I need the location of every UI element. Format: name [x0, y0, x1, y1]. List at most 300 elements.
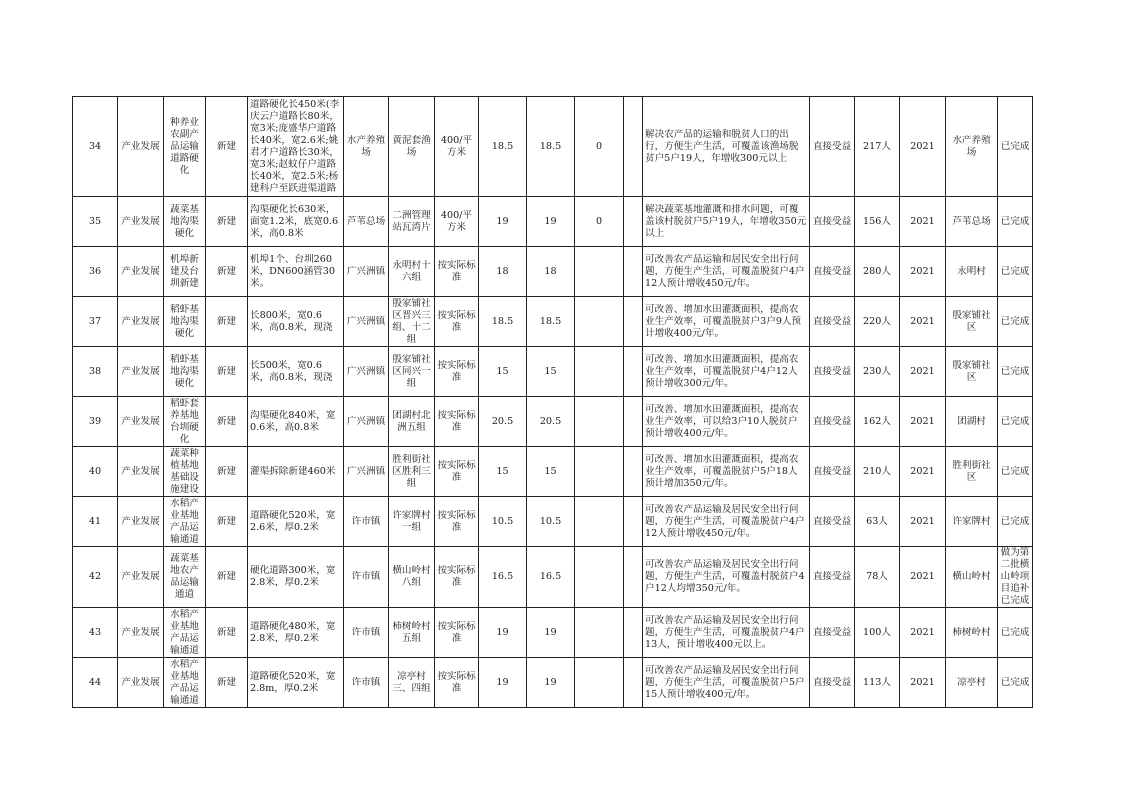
other-cell: [575, 397, 624, 447]
status-cell: [998, 97, 1033, 197]
category-cell-text: 产业发展: [121, 626, 160, 638]
total-cell: [479, 547, 527, 608]
benefit-cell-text: 可改善农产品运输及居民安全出行问题，方便生产生活，可覆盖脱贫户5户15人预计增收400元/年。: [645, 664, 805, 700]
year-cell: [900, 97, 946, 197]
status-cell: [998, 197, 1033, 247]
other-cell: [575, 547, 624, 608]
fund-cell-text: 19: [544, 215, 557, 227]
benefit-cell-text: 解决农产品的运输和脱贫人口的出行，方便生产生活，可覆盖该渔场脱贫户5户19人，年增收300元以上: [645, 128, 799, 164]
table-row: [73, 547, 1033, 608]
no-cell: [73, 197, 118, 247]
content-cell: [248, 447, 344, 497]
year-cell: [900, 608, 946, 658]
benefit-type-cell: [810, 497, 855, 547]
status-cell-text: 做为第二批横山岭项目追补已完成: [1000, 547, 1030, 606]
unit-cell-text: 凉亭村: [957, 676, 986, 688]
no-cell-text: 38: [88, 365, 102, 377]
village-cell-text: 团湖村北洲五组: [392, 409, 431, 433]
status-cell: [998, 347, 1033, 397]
status-cell-text: 已完成: [1000, 265, 1030, 277]
year-cell: [900, 197, 946, 247]
content-cell: [248, 658, 344, 708]
type-cell: [206, 397, 248, 447]
year-cell: [900, 347, 946, 397]
unit-cell: [946, 447, 998, 497]
total-cell-text: 19: [496, 215, 509, 227]
category-cell: [118, 197, 164, 247]
location-cell-text: 芦苇总场: [346, 215, 386, 227]
location-cell-text: 广兴洲镇: [346, 465, 386, 477]
benefit-cell: [643, 658, 810, 708]
year-cell: [900, 447, 946, 497]
status-cell-text: 已完成: [1000, 415, 1030, 427]
type-cell: [206, 297, 248, 347]
unit-cell-text: 永明村: [957, 265, 986, 277]
year-cell: [900, 547, 946, 608]
fund-cell: [527, 397, 575, 447]
benefit-cell: [643, 497, 810, 547]
fund-cell-text: 18.5: [539, 315, 562, 327]
unit-cell: [946, 658, 998, 708]
benefit-cell-text: 可改善、增加水田灌溉面积，提高农业生产效率，可以给3户10人脱贫户预计增收400元/年。: [645, 403, 799, 439]
no-cell-text: 41: [88, 515, 102, 527]
benefit-type-cell-text: 直接受益: [812, 140, 852, 152]
people-cell: [855, 608, 900, 658]
name-cell: [164, 347, 206, 397]
content-cell-text: 道路硬化520米，宽2.6米，厚0.2米: [250, 509, 336, 533]
benefit-type-cell-text: 直接受益: [812, 465, 852, 477]
content-cell-text: 沟渠硬化840米，宽0.6米，高0.8米: [250, 409, 336, 433]
year-cell-text: 2021: [910, 515, 935, 527]
type-cell: [206, 197, 248, 247]
status-cell: [998, 497, 1033, 547]
people-cell: [855, 247, 900, 297]
category-cell: [118, 447, 164, 497]
village-cell: [389, 447, 435, 497]
people-cell: [855, 447, 900, 497]
village-cell-text: 永明村十六组: [392, 259, 431, 283]
village-cell: [389, 547, 435, 608]
type-cell-text: 新建: [216, 215, 237, 227]
people-cell-text: 156人: [863, 215, 891, 227]
total-cell-text: 15: [496, 365, 509, 377]
other-cell: [575, 608, 624, 658]
fund-cell: [527, 497, 575, 547]
status-cell: [998, 397, 1033, 447]
year-cell-text: 2021: [910, 140, 935, 152]
blank-cell: [624, 658, 643, 708]
name-cell-text: 水稻产业基地产品运输通道: [170, 608, 199, 656]
location-cell-text: 许市镇: [351, 571, 381, 582]
people-cell-text: 63人: [866, 515, 888, 527]
people-cell: [855, 547, 900, 608]
village-cell: [389, 497, 435, 547]
total-cell: [479, 397, 527, 447]
fund-cell-text: 18.5: [539, 140, 562, 152]
status-cell: [998, 247, 1033, 297]
village-cell-text: 黄泥套渔场: [392, 134, 431, 158]
total-cell: [479, 497, 527, 547]
benefit-cell-text: 可改善农产品运输和居民安全出行问题，方便生产生活，可覆盖脱贫户4户12人预计增收450元/年。: [645, 253, 805, 289]
total-cell: [479, 297, 527, 347]
content-cell-text: 沟渠硬化长630米，面宽1.2米，底宽0.6米，高0.8米: [250, 203, 339, 239]
benefit-cell: [643, 447, 810, 497]
location-cell-text: 广兴洲镇: [346, 315, 386, 327]
year-cell-text: 2021: [910, 215, 935, 227]
no-cell: [73, 447, 118, 497]
location-cell: [344, 608, 389, 658]
name-cell: [164, 608, 206, 658]
year-cell: [900, 497, 946, 547]
total-cell-text: 20.5: [491, 415, 514, 427]
village-cell-text: 柿树岭村五组: [392, 620, 431, 644]
village-cell: [389, 197, 435, 247]
unit-cell: [946, 397, 998, 447]
name-cell-text: 水稻产业基地产品运输通道: [170, 658, 199, 706]
fund-cell: [527, 197, 575, 247]
location-cell: [344, 297, 389, 347]
standard-cell: [435, 97, 479, 197]
other-cell: [575, 297, 624, 347]
benefit-cell: [643, 608, 810, 658]
category-cell-text: 产业发展: [121, 140, 160, 152]
blank-cell: [624, 397, 643, 447]
benefit-cell-text: 可改善农产品运输及居民安全出行问题，方便生产生活，可覆盖脱贫户4户12人预计增收450元/年。: [645, 503, 805, 539]
year-cell: [900, 397, 946, 447]
total-cell-text: 18.5: [491, 315, 514, 327]
standard-cell-text: 按实际标准: [437, 509, 476, 533]
benefit-cell: [643, 197, 810, 247]
people-cell-text: 217人: [863, 140, 891, 152]
unit-cell-text: 芦苇总场: [952, 215, 991, 227]
type-cell: [206, 547, 248, 608]
name-cell-text: 水稻产业基地产品运输通道: [170, 497, 199, 545]
unit-cell: [946, 347, 998, 397]
benefit-cell-text: 可改善农产品运输及居民安全出行问题，方便生产生活，可覆盖脱贫户4户13人，预计增收400元以上。: [645, 614, 805, 650]
status-cell-text: 已完成: [1000, 315, 1030, 327]
content-cell-text: 机埠1个、台圳260米，DN600涵管30米。: [250, 253, 335, 289]
benefit-type-cell-text: 直接受益: [812, 315, 852, 327]
location-cell-text: 水产养殖场: [346, 134, 386, 158]
benefit-type-cell: [810, 347, 855, 397]
benefit-cell: [643, 347, 810, 397]
no-cell: [73, 608, 118, 658]
content-cell-text: 灌渠拆除新建460米: [250, 465, 336, 477]
benefit-type-cell-text: 直接受益: [812, 676, 852, 688]
village-cell-text: 二洲管理站瓦湾片: [392, 209, 431, 233]
name-cell-text: 蔬菜基地农产品运输通道: [170, 553, 199, 600]
standard-cell: [435, 497, 479, 547]
fund-cell: [527, 97, 575, 197]
location-cell: [344, 247, 389, 297]
no-cell-text: 43: [88, 626, 102, 638]
status-cell-text: 已完成: [1000, 140, 1030, 152]
no-cell: [73, 97, 118, 197]
blank-cell: [624, 547, 643, 608]
name-cell-text: 种养业农副产品运输道路硬化: [170, 116, 199, 176]
no-cell-text: 39: [88, 415, 102, 427]
standard-cell-text: 按实际标准: [437, 409, 476, 433]
year-cell-text: 2021: [910, 365, 935, 377]
table-row: [73, 658, 1033, 708]
total-cell-text: 10.5: [491, 515, 514, 527]
category-cell: [118, 397, 164, 447]
other-cell: [575, 658, 624, 708]
benefit-cell: [643, 297, 810, 347]
standard-cell-text: 400/平方米: [440, 209, 473, 233]
location-cell: [344, 347, 389, 397]
type-cell: [206, 97, 248, 197]
name-cell: [164, 497, 206, 547]
type-cell-text: 新建: [216, 140, 237, 152]
name-cell-text: 蔬菜种植基地基础设施建设: [170, 447, 199, 495]
content-cell: [248, 97, 344, 197]
content-cell: [248, 197, 344, 247]
table-row: [73, 97, 1033, 197]
category-cell-text: 产业发展: [121, 315, 160, 327]
type-cell: [206, 447, 248, 497]
standard-cell-text: 按实际标准: [437, 670, 476, 694]
no-cell: [73, 347, 118, 397]
location-cell: [344, 658, 389, 708]
benefit-type-cell-text: 直接受益: [812, 571, 852, 582]
type-cell-text: 新建: [216, 465, 237, 477]
category-cell-text: 产业发展: [121, 415, 160, 427]
village-cell-text: 凉亭村三、四组: [392, 670, 431, 694]
status-cell: [998, 658, 1033, 708]
name-cell-text: 稻虾基地沟渠硬化: [170, 353, 199, 389]
benefit-cell: [643, 397, 810, 447]
location-cell: [344, 397, 389, 447]
name-cell-text: 稻虾套养基地台圳硬化: [170, 397, 199, 445]
fund-cell: [527, 297, 575, 347]
location-cell-text: 广兴洲镇: [346, 265, 386, 277]
status-cell-text: 已完成: [1000, 215, 1030, 227]
name-cell: [164, 397, 206, 447]
village-cell: [389, 397, 435, 447]
fund-cell: [527, 547, 575, 608]
location-cell-text: 许市镇: [351, 515, 381, 527]
benefit-cell-text: 可改善、增加水田灌溉面积，提高农业生产效率，可覆盖脱贫户3户9人预计增收400元/年。: [645, 303, 802, 339]
no-cell-text: 40: [88, 465, 102, 477]
village-cell: [389, 297, 435, 347]
people-cell: [855, 497, 900, 547]
fund-cell-text: 15: [544, 465, 557, 477]
name-cell: [164, 547, 206, 608]
project-table: [72, 96, 1033, 708]
content-cell-text: 道路硬化520米，宽2.8m，厚0.2米: [250, 670, 336, 694]
total-cell: [479, 197, 527, 247]
standard-cell-text: 400/平方米: [440, 134, 473, 158]
no-cell-text: 44: [88, 676, 102, 688]
no-cell: [73, 397, 118, 447]
village-cell-text: 许家牌村一组: [392, 509, 431, 533]
benefit-cell-text: 解决蔬菜基地灌溉和排水问题，可覆盖该村脱贫户5户19人，年增收350元以上: [645, 203, 807, 239]
total-cell-text: 18: [496, 265, 509, 277]
name-cell: [164, 97, 206, 197]
unit-cell: [946, 608, 998, 658]
year-cell-text: 2021: [910, 415, 935, 427]
total-cell-text: 19: [496, 626, 509, 638]
content-cell: [248, 497, 344, 547]
people-cell: [855, 297, 900, 347]
total-cell: [479, 97, 527, 197]
type-cell: [206, 608, 248, 658]
people-cell-text: 220人: [863, 315, 891, 327]
status-cell-text: 已完成: [1000, 626, 1030, 638]
village-cell: [389, 658, 435, 708]
other-cell: [575, 347, 624, 397]
content-cell-text: 道路硬化480米，宽2.8米，厚0.2米: [250, 620, 336, 644]
category-cell: [118, 297, 164, 347]
total-cell-text: 19: [496, 676, 509, 688]
other-cell: [575, 97, 624, 197]
location-cell: [344, 197, 389, 247]
people-cell: [855, 197, 900, 247]
fund-cell-text: 10.5: [539, 515, 562, 527]
table-row: [73, 297, 1033, 347]
status-cell-text: 已完成: [1000, 465, 1030, 477]
type-cell-text: 新建: [216, 415, 237, 427]
fund-cell: [527, 347, 575, 397]
benefit-cell: [643, 97, 810, 197]
location-cell-text: 广兴洲镇: [346, 365, 386, 377]
blank-cell: [624, 197, 643, 247]
village-cell: [389, 608, 435, 658]
benefit-type-cell: [810, 247, 855, 297]
people-cell: [855, 97, 900, 197]
category-cell: [118, 547, 164, 608]
year-cell-text: 2021: [910, 465, 935, 477]
location-cell-text: 许市镇: [351, 626, 381, 638]
blank-cell: [624, 608, 643, 658]
fund-cell-text: 20.5: [539, 415, 562, 427]
fund-cell: [527, 658, 575, 708]
standard-cell-text: 按实际标准: [437, 459, 476, 483]
standard-cell-text: 按实际标准: [437, 565, 476, 588]
people-cell-text: 230人: [863, 365, 891, 377]
category-cell-text: 产业发展: [121, 571, 160, 582]
table-row: [73, 608, 1033, 658]
benefit-type-cell-text: 直接受益: [812, 415, 852, 427]
other-cell-text: 0: [595, 215, 603, 227]
table-row: [73, 347, 1033, 397]
benefit-cell: [643, 547, 810, 608]
year-cell-text: 2021: [910, 315, 935, 327]
location-cell: [344, 497, 389, 547]
standard-cell-text: 按实际标准: [437, 259, 476, 283]
name-cell-text: 蔬菜基地沟渠硬化: [170, 203, 199, 239]
total-cell: [479, 247, 527, 297]
content-cell: [248, 608, 344, 658]
people-cell-text: 280人: [863, 265, 891, 277]
fund-cell-text: 18: [544, 265, 557, 277]
benefit-type-cell: [810, 658, 855, 708]
category-cell-text: 产业发展: [121, 465, 160, 477]
no-cell: [73, 497, 118, 547]
unit-cell-text: 横山岭村: [952, 571, 991, 582]
village-cell: [389, 347, 435, 397]
type-cell: [206, 247, 248, 297]
no-cell: [73, 247, 118, 297]
no-cell-text: 36: [88, 265, 102, 277]
unit-cell-text: 团湖村: [957, 415, 986, 427]
fund-cell: [527, 247, 575, 297]
type-cell-text: 新建: [216, 365, 237, 377]
name-cell-text: 稻虾基地沟渠硬化: [170, 303, 199, 339]
benefit-cell-text: 可改善、增加水田灌溉面积，提高农业生产效率，可覆盖脱贫户5户18人预计增加350元/年。: [645, 453, 799, 489]
unit-cell-text: 水产养殖场: [952, 134, 991, 158]
people-cell-text: 78人: [866, 571, 888, 582]
people-cell-text: 162人: [863, 415, 891, 427]
other-cell: [575, 447, 624, 497]
total-cell: [479, 658, 527, 708]
fund-cell: [527, 447, 575, 497]
standard-cell: [435, 397, 479, 447]
benefit-type-cell: [810, 447, 855, 497]
total-cell-text: 15: [496, 465, 509, 477]
name-cell: [164, 447, 206, 497]
standard-cell: [435, 658, 479, 708]
no-cell-text: 35: [88, 215, 102, 227]
category-cell: [118, 658, 164, 708]
category-cell: [118, 497, 164, 547]
content-cell: [248, 247, 344, 297]
benefit-type-cell-text: 直接受益: [812, 365, 852, 377]
name-cell: [164, 197, 206, 247]
blank-cell: [624, 97, 643, 197]
status-cell-text: 已完成: [1000, 365, 1030, 377]
content-cell-text: 长500米，宽0.6米，高0.8米，现浇: [250, 359, 333, 383]
standard-cell-text: 按实际标准: [437, 359, 476, 383]
table-row: [73, 197, 1033, 247]
benefit-type-cell: [810, 197, 855, 247]
benefit-cell-text: 可改善农产品运输及居民安全出行问题，方便生产生活，可覆盖村脱贫户4户12人均增350元/年。: [645, 559, 805, 594]
total-cell: [479, 347, 527, 397]
unit-cell: [946, 197, 998, 247]
benefit-type-cell: [810, 547, 855, 608]
other-cell-text: 0: [595, 140, 603, 152]
status-cell: [998, 547, 1033, 608]
year-cell: [900, 658, 946, 708]
table-row: [73, 447, 1033, 497]
people-cell-text: 113人: [863, 676, 891, 688]
blank-cell: [624, 247, 643, 297]
standard-cell: [435, 608, 479, 658]
content-cell-text: 硬化道路300米，宽2.8米，厚0.2米: [250, 565, 336, 588]
no-cell-text: 42: [88, 571, 102, 582]
table-row: [73, 247, 1033, 297]
people-cell: [855, 347, 900, 397]
benefit-type-cell: [810, 608, 855, 658]
content-cell: [248, 397, 344, 447]
status-cell-text: 已完成: [1000, 515, 1030, 527]
type-cell: [206, 347, 248, 397]
village-cell-text: 胜利街社区胜利三组: [392, 453, 431, 489]
standard-cell: [435, 197, 479, 247]
type-cell: [206, 658, 248, 708]
benefit-type-cell-text: 直接受益: [812, 265, 852, 277]
year-cell-text: 2021: [910, 676, 935, 688]
status-cell-text: 已完成: [1000, 676, 1030, 688]
type-cell-text: 新建: [216, 571, 237, 582]
status-cell: [998, 447, 1033, 497]
blank-cell: [624, 297, 643, 347]
benefit-type-cell-text: 直接受益: [812, 515, 852, 527]
total-cell: [479, 608, 527, 658]
blank-cell: [624, 447, 643, 497]
blank-cell: [624, 497, 643, 547]
